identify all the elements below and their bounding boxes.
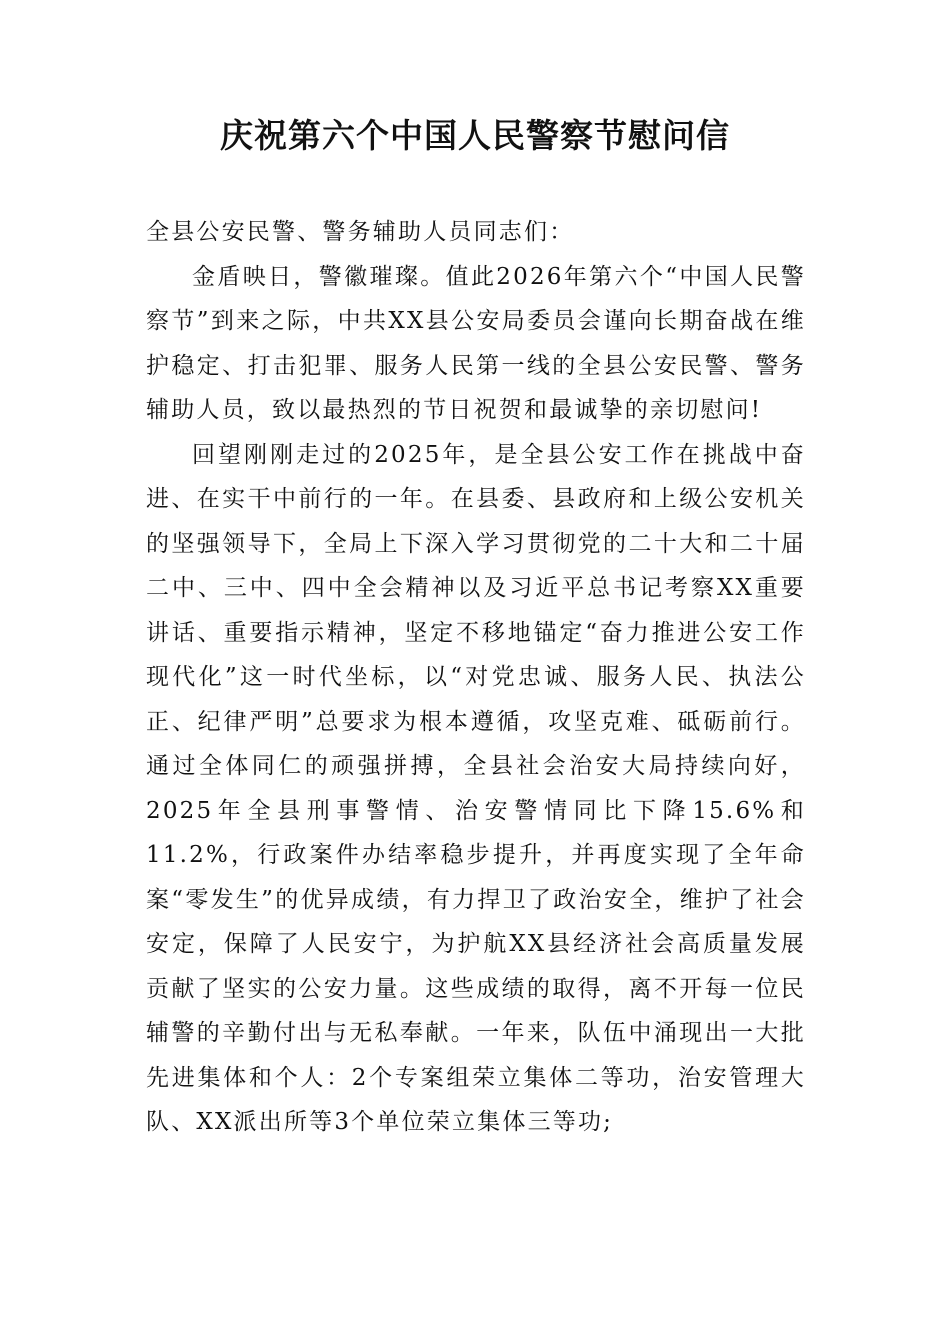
document-title: 庆祝第六个中国人民警察节慰问信 (220, 116, 730, 155)
paragraph-review: 回望刚刚走过的2025年，是全县公安工作在挑战中奋进、在实干中前行的一年。在县委、县政府和上级公安机关的坚强领导下，全局上下深入学习贯彻党的二十大和二十届二中、三中、四中全会精神以及习近平总书记考察XX重要讲话、重要指示精神，坚定不移地锚定“奋力推进公安工作现代化”这一时代坐标，以“对党忠诚、服务人民、执法公正、纪律严明”总要求为根本遵循，攻坚克难、砥砺前行。通过全体同仁的顽强拼搏，全县社会治安大局持续向好，2025年全县刑事警情、治安警情同比下降15.6%和11.2%，行政案件办结率稳步提升，并再度实现了全年命案“零发生”的优异成绩，有力捍卫了政治安全，维护了社会安定，保障了人民安宁，为护航XX县经济社会高质量发展贡献了坚实的公安力量。这些成绩的取得，离不开每一位民辅警的辛勤付出与无私奉献。一年来，队伍中涌现出一大批先进集体和个人：2个专案组荣立集体二等功，治安管理大队、XX派出所等3个单位荣立集体三等功; (146, 441, 806, 1135)
salutation: 全县公安民警、警务辅助人员同志们： (146, 219, 575, 245)
document-body (146, 210, 806, 1145)
paragraph-greeting: 金盾映日，警徽璀璨。值此2026年第六个“中国人民警察节”到来之际，中共XX县公安局委员会谨向长期奋战在维护稳定、打击犯罪、服务人民第一线的全县公安民警、警务辅助人员，致以最热烈的节日祝贺和最诚挚的亲切慰问! (146, 263, 806, 423)
